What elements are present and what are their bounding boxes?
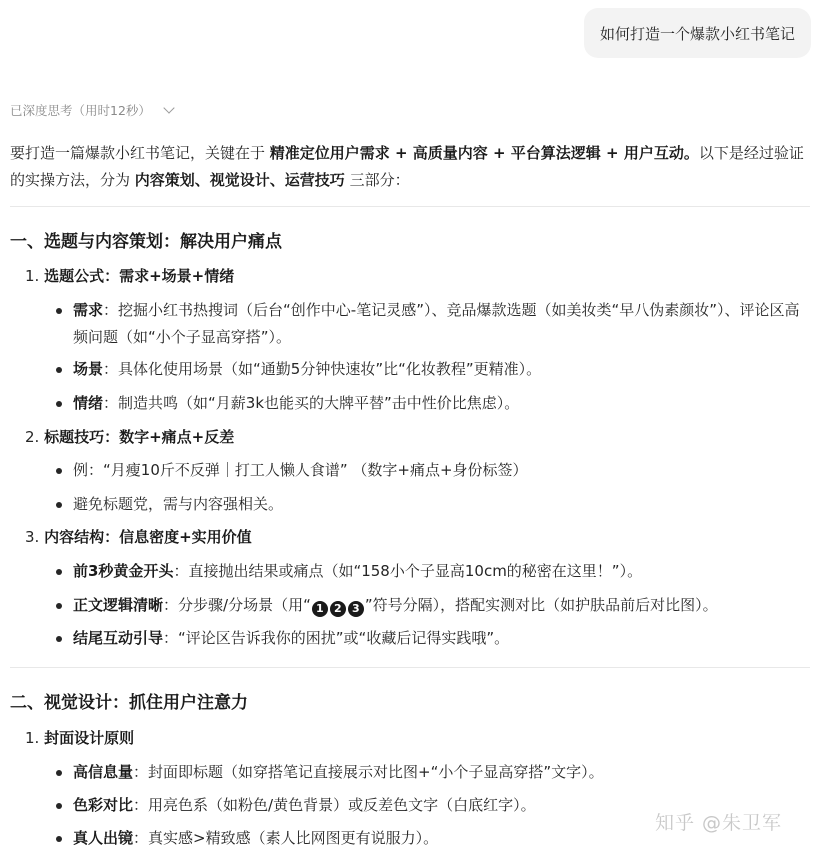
user-message-bubble: [584, 8, 811, 58]
circled-number-3-icon: 3: [348, 601, 364, 617]
subheading-2-1: [25, 727, 134, 748]
thinking-toggle[interactable]: [10, 101, 173, 119]
item-text: ：真实感>精致感（素人比网图更有说服力）。: [133, 829, 439, 847]
list-item: [58, 297, 810, 351]
subheading-1-1: [25, 265, 234, 286]
divider: [10, 206, 810, 207]
item-text: ：直接抛出结果或痛点（如“158小个子显高10cm的秘密在这里！”）。: [173, 562, 643, 580]
bullet-icon: [56, 569, 62, 575]
watermark: 知乎 @朱卫军: [655, 812, 783, 834]
bullet-icon: [56, 502, 62, 508]
subheading-title: 封面设计原则: [44, 729, 135, 747]
list-item: [58, 390, 810, 417]
item-text: ：分步骤/分场景（用“: [163, 596, 311, 614]
intro-bold-2: 内容策划、视觉设计、运营技巧: [134, 171, 345, 189]
subheading-title: 内容结构：信息密度+实用价值: [44, 528, 252, 546]
intro-paragraph: [10, 140, 815, 194]
section-1-heading: 一、选题与内容策划：解决用户痛点: [10, 232, 282, 252]
chevron-down-icon: [163, 102, 174, 113]
item-label: 高信息量: [73, 763, 134, 781]
item-text: ：制造共鸣（如“月薪3k也能买的大牌平替”击中性价比焦虑）。: [103, 394, 520, 412]
list-number: 1.: [25, 729, 40, 747]
bullet-icon: [56, 401, 62, 407]
subheading-title: 选题公式：需求+场景+情绪: [44, 267, 235, 285]
intro-bold-1: 精准定位用户需求 + 高质量内容 + 平台算法逻辑 + 用户互动。: [269, 144, 699, 162]
subheading-title: 标题技巧：数字+痛点+反差: [44, 428, 235, 446]
list-number: 3.: [25, 528, 40, 546]
item-label: 情绪: [73, 394, 104, 412]
item-text: ：“评论区告诉我你的困扰”或“收藏后记得实践哦”。: [163, 629, 510, 647]
bullet-icon: [56, 308, 62, 314]
item-text: ：挖掘小红书热搜词（后台“创作中心-笔记灵感”）、竞品爆款选题（如美妆类“早八伪素颜妆”）、评论区高频问题（如“小个子显高穿搭”）。: [73, 301, 800, 346]
item-label: 需求: [73, 301, 104, 319]
intro-text-2: 以下是经过验证的实操方法，分为: [10, 144, 804, 189]
bullet-icon: [56, 836, 62, 842]
item-text: ：用亮色系（如粉色/黄色背景）或反差色文字（白底红字）。: [133, 796, 536, 814]
circled-number-2-icon: 2: [330, 601, 346, 617]
list-number: 1.: [25, 267, 40, 285]
bullet-icon: [56, 636, 62, 642]
list-item: [58, 457, 810, 484]
list-number: 2.: [25, 428, 40, 446]
section-2-heading: 二、视觉设计：抓住用户注意力: [10, 693, 248, 713]
circled-number-1-icon: 1: [312, 601, 328, 617]
list-item: [58, 356, 810, 383]
list-item: [58, 592, 810, 619]
item-label: 真人出镜: [73, 829, 134, 847]
user-message-text: 如何打造一个爆款小红书笔记: [599, 24, 795, 43]
item-text: 避免标题党，需与内容强相关。: [73, 495, 284, 513]
item-label: 前3秒黄金开头: [73, 562, 174, 580]
list-item: [58, 625, 810, 652]
list-item: [58, 759, 810, 786]
bullet-icon: [56, 770, 62, 776]
thinking-label: 已深度思考（用时12秒）: [10, 103, 151, 118]
bullet-icon: [56, 367, 62, 373]
divider: [10, 667, 810, 668]
list-item: [58, 558, 810, 585]
item-text: 例：“月瘦10斤不反弹｜打工人懒人食谱” （数字+痛点+身份标签）: [73, 461, 528, 479]
item-text: ”符号分隔），搭配实测对比（如护肤品前后对比图）。: [364, 596, 718, 614]
subheading-1-3: [25, 526, 252, 547]
item-text: ：封面即标题（如穿搭笔记直接展示对比图+“小个子显高穿搭”文字）。: [133, 763, 604, 781]
item-label: 结尾互动引导: [73, 629, 164, 647]
item-label: 色彩对比: [73, 796, 134, 814]
bullet-icon: [56, 803, 62, 809]
item-label: 正文逻辑清晰: [73, 596, 164, 614]
bullet-icon: [56, 468, 62, 474]
list-item: [58, 491, 810, 518]
item-label: 场景: [73, 360, 104, 378]
intro-text-3: 三部分：: [344, 171, 410, 189]
intro-text-1: 要打造一篇爆款小红书笔记，关键在于: [10, 144, 270, 162]
subheading-1-2: [25, 426, 234, 447]
bullet-icon: [56, 603, 62, 609]
item-text: ：具体化使用场景（如“通勤5分钟快速妆”比“化妆教程”更精准）。: [103, 360, 542, 378]
